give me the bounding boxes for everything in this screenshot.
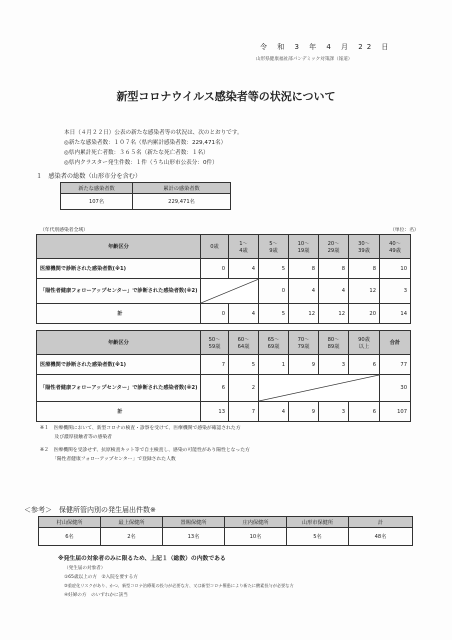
footnote-line: ①65歳以上の方 ②入院を要する方 [64, 575, 138, 580]
footnote-line: ④妊婦の方 のいずれかに該当 [64, 593, 128, 598]
table-cell: 12 [349, 279, 380, 304]
table-cell: 8 [349, 259, 380, 279]
note-line: ※１ 医療機関において、新型コロナの検査・診察を受けて、医療機関で感染が確認された方 [40, 426, 241, 431]
page-title: 新型コロナウイルス感染者等の状況について [116, 90, 336, 103]
table-cell: 1 [259, 355, 289, 375]
age-col-header: 10〜 19歳 [289, 235, 319, 259]
row-label: 計 [37, 304, 201, 324]
age-col-header: 90歳 以上 [349, 331, 380, 355]
health-center-value: 2名 [101, 528, 163, 546]
table-cell: 0 [201, 304, 229, 324]
health-center-header: 庄内保健所 [225, 517, 287, 528]
table-cell: 77 [380, 355, 411, 375]
table-cell: 10 [380, 259, 411, 279]
row-label: 医療機関で診断された感染者数(※1) [37, 355, 201, 375]
document-source: 山形県健康福祉部パンデミック対策課（報道） [256, 57, 353, 62]
diagonal-blank-cell [201, 279, 259, 304]
table-cell: 9 [289, 355, 319, 375]
intro-text: 本日（４月２２日）公表の新たな感染者等の状況は、次のとおりです。 [64, 130, 243, 136]
table-cell: 8 [319, 259, 349, 279]
new-cases-value: 107名 [61, 194, 133, 210]
table-cell: 4 [289, 279, 319, 304]
table-cell: 0 [259, 279, 289, 304]
age-col-header: 70〜 79歳 [289, 331, 319, 355]
health-center-header: 村山保健所 [39, 517, 101, 528]
total-col-header: 合計 [380, 331, 411, 355]
table-cell: 2 [229, 375, 259, 402]
diagonal-line [259, 375, 379, 401]
table-cell: 3 [380, 279, 411, 304]
health-center-value: 6名 [39, 528, 101, 546]
health-center-header: 山形市保健所 [287, 517, 349, 528]
row-label: 医療機関で診断された感染者数(※1) [37, 259, 201, 279]
note-line: ※２ 医療機関を受診せず、抗原検査キット等で自主検査し、感染の可能性があり陽性となった方 [40, 448, 250, 453]
table-cell: 30 [380, 375, 411, 402]
total-header: 累計の感染者数 [133, 183, 231, 194]
table-cell: 6 [349, 402, 380, 422]
age-col-header: 5〜 9歳 [259, 235, 289, 259]
health-center-value: 5名 [287, 528, 349, 546]
age-table-2 [36, 330, 411, 422]
health-center-value: 13名 [163, 528, 225, 546]
table-cell: 12 [319, 304, 349, 324]
table-cell: 107 [380, 402, 411, 422]
table-cell: 7 [229, 402, 259, 422]
summary-bullet: ◎県内クラスター発生件数：１件（うち山形市公表分：0件） [64, 160, 218, 166]
age-table-1 [36, 234, 411, 324]
note-line: 及び濃厚接触者等の感染者 [40, 435, 112, 440]
row-label: 計 [37, 402, 201, 422]
section-heading: １ 感染者の総数（山形市分を含む） [36, 173, 142, 180]
age-group-header: 年齢区分 [37, 235, 201, 259]
table-cell: 5 [259, 304, 289, 324]
table-cell: 7 [201, 355, 229, 375]
age-col-header: 20〜 29歳 [319, 235, 349, 259]
table-cell: 6 [201, 375, 229, 402]
age-col-header: 1〜 4歳 [229, 235, 259, 259]
age-col-header: 30〜 39歳 [349, 235, 380, 259]
summary-bullet: ◎県内累計死亡者数：３６５名（新たな死亡者数：１名） [64, 150, 209, 156]
health-center-header: 最上保健所 [101, 517, 163, 528]
footnote-line: （発生届の対象者） [64, 566, 106, 571]
health-center-value: 10名 [225, 528, 287, 546]
table-cell: 3 [319, 402, 349, 422]
table-cell: 6 [349, 355, 380, 375]
summary-bullet: ◎新たな感染者数：１０７名（県内累計感染者数：229,471名） [64, 140, 227, 146]
footnote-main: ※発生届の対象者のみに限るため、上記１（総数）の内数である [58, 556, 226, 562]
note-line: 「陽性者健康フォローアップセンター」で登録された人数 [40, 457, 176, 462]
row-label: 「陽性者健康フォローアップセンター」で診断された感染者数(※2) [37, 375, 201, 402]
table-cell: 4 [319, 279, 349, 304]
table-cell: 9 [289, 402, 319, 422]
row-label: 「陽性者健康フォローアップセンター」で診断された感染者数(※2) [37, 279, 201, 304]
age-group-header: 年齢区分 [37, 331, 201, 355]
cumulative-cases-value: 229,471名 [133, 194, 231, 210]
age-col-header: 60〜 64歳 [229, 331, 259, 355]
age-col-header: 65〜 69歳 [259, 331, 289, 355]
footnote-line: ③重症化リスクがあり、かつ、新型コロナ治療薬の投与が必要な方、又は新型コロナ罹患により新たに酸素投与が必要な方 [64, 583, 294, 588]
health-center-header: 置賜保健所 [163, 517, 225, 528]
total-header: 新たな感染者数 [61, 183, 133, 194]
health-center-value: 48名 [349, 528, 413, 546]
table-cell: 4 [259, 402, 289, 422]
table-cell: 8 [289, 259, 319, 279]
health-center-header: 計 [349, 517, 413, 528]
table-cell: 4 [229, 259, 259, 279]
age-col-header: 50〜 59歳 [201, 331, 229, 355]
table-cell: 13 [201, 402, 229, 422]
age-col-header: 80〜 89歳 [319, 331, 349, 355]
table-cell: 0 [201, 259, 229, 279]
diagonal-line [201, 279, 259, 303]
age-col-header: 40〜 49歳 [380, 235, 411, 259]
table-cell: 5 [259, 259, 289, 279]
unit-label: （単位：名） [390, 228, 419, 233]
table-cell: 4 [229, 304, 259, 324]
document-date: 令 和 3 年 4 月 22 日 [260, 43, 393, 51]
age-table-caption: （年代別感染者全域） [40, 228, 88, 233]
reference-heading: ＜参考＞ 保健所管内別の発生届出件数※ [24, 506, 156, 514]
total-table [60, 182, 231, 210]
table-cell: 3 [319, 355, 349, 375]
table-cell: 12 [289, 304, 319, 324]
table-cell: 14 [380, 304, 411, 324]
diagonal-blank-cell [259, 375, 380, 402]
health-center-table [38, 516, 413, 546]
age-col-header: 0歳 [201, 235, 229, 259]
table-cell: 20 [349, 304, 380, 324]
table-cell: 5 [229, 355, 259, 375]
